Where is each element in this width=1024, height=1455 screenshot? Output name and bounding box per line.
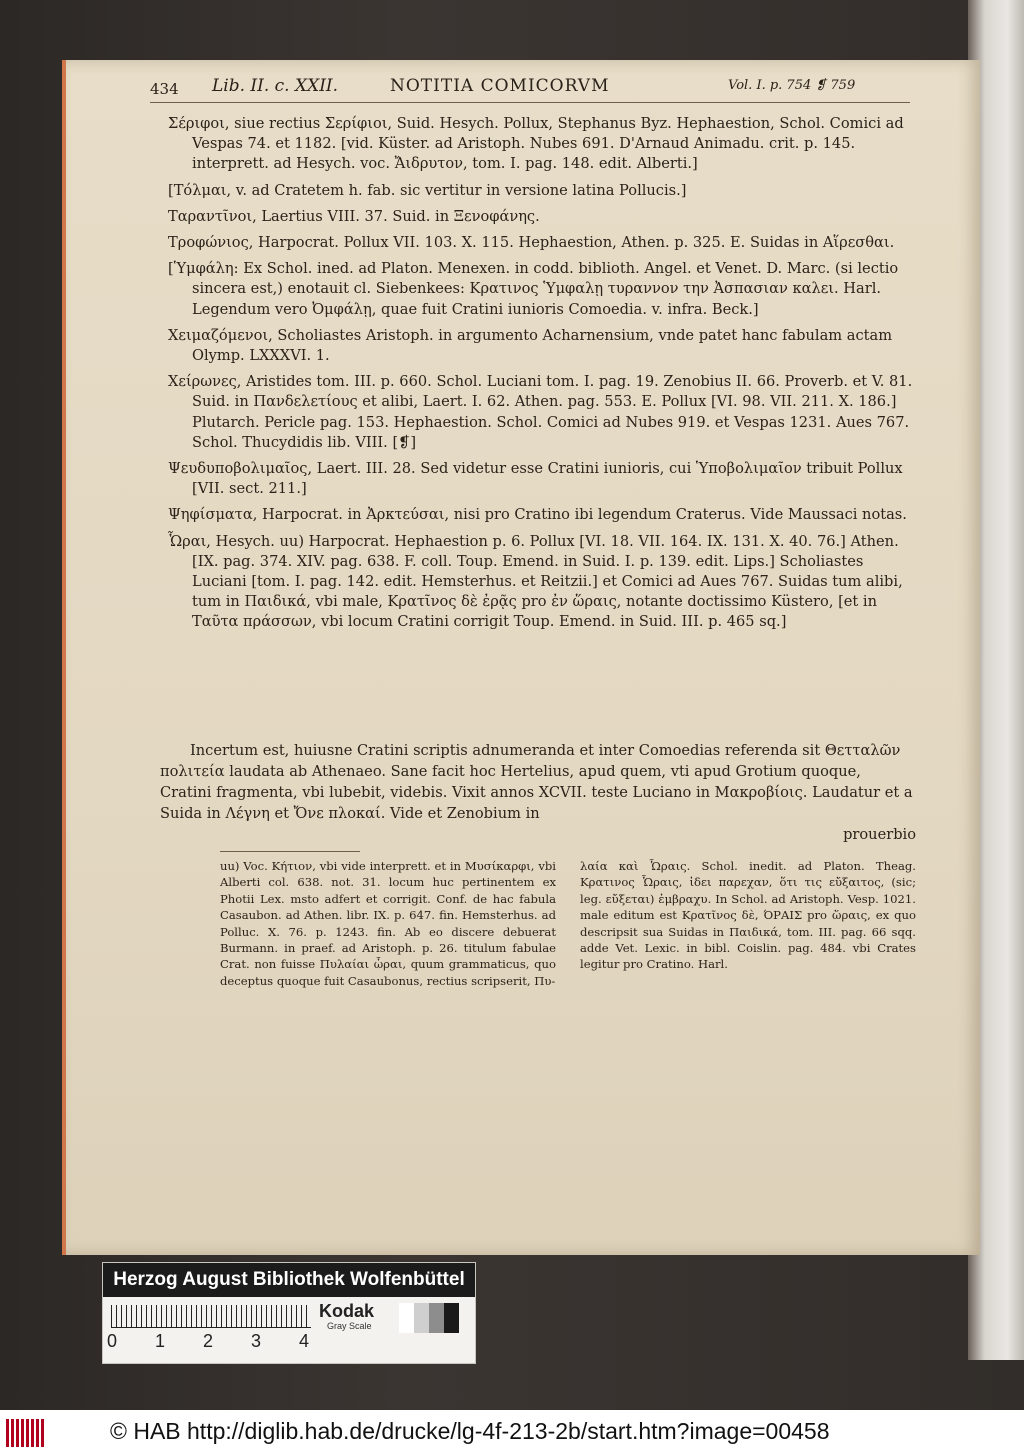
running-header <box>150 76 910 100</box>
list-item: Ψευδυποβολιμαῖος, Laert. III. 28. Sed videtur esse Cratini iunioris, cui Ὑποβολιμαῖον tribuit Pollux [VII. sect. 211.] <box>168 460 903 498</box>
gray-step <box>429 1303 444 1333</box>
list-item: Τροφώνιος, Harpocrat. Pollux VII. 103. X. 115. Hephaestion, Athen. p. 325. E. Suidas in Αἵρεσθαι. <box>168 234 895 252</box>
ruler-number: 3 <box>251 1331 262 1351</box>
list-item: Ὧραι, Hesych. uu) Harpocrat. Hephaestion p. 6. Pollux [VI. 18. VII. 164. IX. 131. X. 40. 76.] Athen. [IX. pag. 374. XIV. pag. 638. F. coll. Toup. Emend. in Suid. I. p. 139. edit. Lips.] Scholiastes Luciani [tom. I. pag. 142. edit. Hemsterhus. et Reitzii.] et Comici ad Aues 767. Suidas tum alibi, tum in Παιδικά, vbi male, Κρατῖνος δὲ ἐρᾷς pro ἐν ὥραις, notante doctissimo Küstero, [et in Ταῦτα πράσσων, vbi locum Cratini corrigit Toup. Emend. in Suid. III. p. 465 sq.] <box>168 532 903 631</box>
volume-reference: Vol. I. p. 754 ❡ 759 <box>728 78 856 93</box>
ruler-scale <box>111 1305 311 1328</box>
catchword: prouerbio <box>843 826 916 843</box>
gray-step <box>414 1303 429 1333</box>
list-item: Σέριφοι, siue rectius Σερίφιοι, Suid. Hesych. Pollux, Stephanus Byz. Hephaestion, Schol. Comici ad Vespas 74. et 1182. [vid. Küster. ad Aristoph. Nubes 691. D'Arnaud Animadu. crit. p. 145. interprett. ad Hesych. voc. Ἄιδρυτον, tom. I. pag. 148. edit. Alberti.] <box>168 115 904 173</box>
footnote-right-column: λαία καὶ Ὧραις. Schol. inedit. ad Platon. Theag. Κρατινος Ὧραις, ἰδει παρεχαν, ὅτι τις εὔξαιτος, (sic; leg. εὔξεται) ἐμβραχυ. In Schol. ad Aristoph. Vesp. 1021. male editum est Κρατῖνος δὲ, ΌΡΑΙΣ pro ὥραις, ex quo descripsit sua Suidas in Παιδικά, tom. III. pag. 66 sqq. adde Vet. Lexic. in bibl. Coislin. pag. 484. vbi Crates legitur pro Cratino. Harl. <box>580 859 916 972</box>
gray-step <box>399 1303 414 1333</box>
running-title: NOTITIA COMICORVM <box>390 76 610 96</box>
paragraph-text: Incertum est, huiusne Cratini scriptis adnumeranda et inter Comoedias referenda sit Θετταλῶν πολιτεία laudata ab Athenaeo. Sane facit hoc Hertelius, apud quem, vti apud Grotium quoque, Cratini fragmenta, vbi lubebit, videbis. Vixit annos XCVII. teste Luciano in Μακροβίοις. Laudatur et a Suida in Λέγνη et Ὄνε πλοκαί. Vide et Zenobium in <box>160 742 913 822</box>
list-item: Ψηφίσματα, Harpocrat. in Ἀρκτεύσαι, nisi pro Cratino ibi legendum Craterus. Vide Maussaci notas. <box>168 506 907 524</box>
page-number: 434 <box>150 80 179 98</box>
footnote-rule <box>220 851 360 852</box>
gray-scale-steps <box>399 1303 459 1333</box>
list-item: Χείρωνες, Aristides tom. III. p. 660. Schol. Luciani tom. I. pag. 19. Zenobius II. 66. Proverb. et V. 81. Suid. in Πανδελετίους et alibi, Laert. I. 62. Athen. pag. 553. E. Pollux [VI. 98. VII. 211. X. 186.] Plutarch. Pericle pag. 153. Hephaestion. Schol. Comici ad Nubes 919. et Vespas 1231. Aues 767. Schol. Thucydidis lib. VIII. [❡] <box>168 373 913 451</box>
list-item: Ταραντῖνοι, Laertius VIII. 37. Suid. in Ξενοφάνης. <box>168 207 540 225</box>
header-rule <box>150 102 910 103</box>
footnote-left-column: uu) Voc. Κήτιον, vbi vide interprett. et in Μυσίκαρφι, vbi Alberti col. 638. not. 31. locum huc pertinentem ex Photii Lex. msto adfert et corrigit. Conf. de hac fabula Casaubon. ad Athen. libr. IX. p. 647. fin. Hemsterhus. ad Polluc. X. 76. p. 1243. fin. Ab eo discere debuerat Burmann. in praef. ad Aristoph. p. 26. titulum fabulae Crat. non fuisse Πυλαίαι ὧραι, quum grammaticus, quo deceptus quoque fuit Casaubonus, rectius scripserit, Πυ- <box>220 859 556 988</box>
ruler-number: 4 <box>299 1331 310 1351</box>
ruler-number: 0 <box>107 1331 118 1351</box>
copyright-url[interactable]: © HAB http://diglib.hab.de/drucke/lg-4f-213-2b/start.htm?image=00458 <box>110 1418 830 1444</box>
gray-step <box>444 1303 459 1333</box>
kodak-brand: Kodak <box>319 1301 375 1321</box>
library-name: Herzog August Bibliothek Wolfenbüttel <box>103 1263 475 1297</box>
list-item: [Τόλμαι, v. ad Cratetem h. fab. sic vertitur in versione latina Pollucis.] <box>168 181 687 199</box>
body-paragraph <box>160 740 916 845</box>
list-item: [Ὑμφάλη: Ex Schol. ined. ad Platon. Menexen. in codd. biblioth. Angel. et Venet. D. Marc. (si lectio sincera est,) enotauit cl. Siebenkees: Κρατινος Ὑμφαλῃ τυραννον την Ἀσπασιαν καλει. Harl. Legendum vero Ὀμφάλῃ, quae fuit Cratini iunioris Comoedia. v. infra. Beck.] <box>168 260 899 318</box>
hab-logo-icon <box>6 1419 44 1447</box>
ruler-number: 2 <box>203 1331 214 1351</box>
book-chapter: Lib. II. c. XXII. <box>212 76 339 96</box>
list-item: Χειμαζόμενοι, Scholiastes Aristoph. in argumento Acharnensium, vnde patet hanc fabulam actam Olymp. LXXXVI. 1. <box>168 326 893 365</box>
entry-list <box>168 114 914 639</box>
kodak-subtitle: Gray Scale <box>327 1321 372 1331</box>
library-color-scale-label <box>102 1262 476 1364</box>
ruler-numbers <box>107 1331 317 1355</box>
ruler-number: 1 <box>155 1331 166 1351</box>
